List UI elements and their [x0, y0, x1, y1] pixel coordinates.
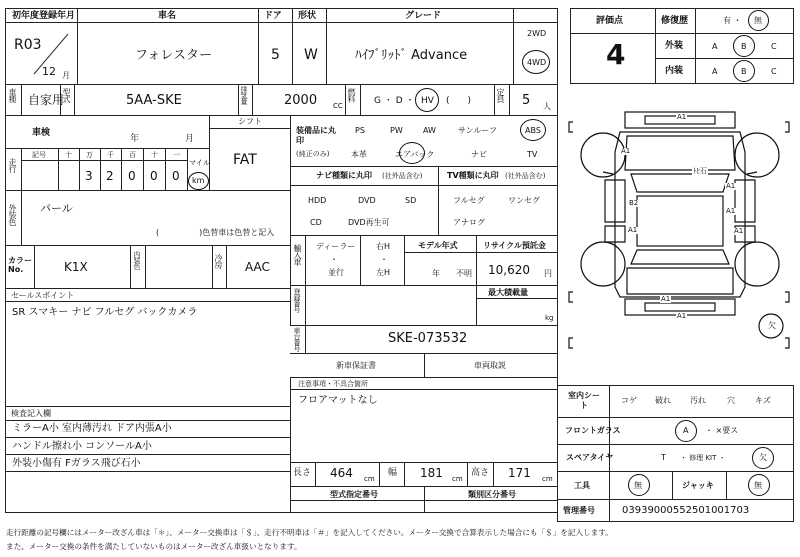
interior-color-label: 内装色 — [133, 251, 141, 269]
seat-item: キズ — [755, 396, 771, 405]
equip-navi: ナビ — [471, 150, 487, 159]
repair-label: 修復歴 — [661, 16, 689, 26]
mileage-digit: 0 — [150, 169, 158, 183]
tools-selected: 無 — [634, 481, 642, 490]
sales-value: SR スマキー ナビ フルセグ バックカメラ — [12, 307, 198, 318]
tv-sub: (社外品含む) — [505, 172, 546, 180]
inspector-line: 外装小傷有 Fガラス飛び石小 — [12, 458, 141, 469]
shift-value: FAT — [233, 152, 257, 168]
color-label: 外装色 — [8, 204, 17, 225]
model-year-label: モデル年式 — [418, 241, 458, 250]
control-value: 03939000552501001703 — [622, 505, 750, 516]
door-value: 5 — [271, 47, 280, 63]
mileage-digit: 3 — [85, 169, 93, 183]
reg-era: R03 — [14, 37, 42, 53]
import-dealer: ディーラー — [316, 242, 356, 251]
repair-selected: 無 — [754, 16, 762, 25]
class-no-label: 類別区分番号 — [468, 490, 516, 499]
navi-cd: CD — [310, 218, 322, 227]
car-diagram — [565, 92, 795, 377]
length-label: 長さ — [293, 468, 312, 478]
length-unit: cm — [364, 475, 375, 483]
exterior-c: C — [771, 42, 777, 51]
door-label: ドア — [264, 11, 282, 21]
shape-label: 形状 — [298, 11, 317, 21]
ac-label: 冷房 — [214, 254, 223, 268]
max-load-label: 最大積載量 — [488, 288, 528, 297]
color-no-value: K1X — [64, 260, 88, 274]
height-value: 171 — [508, 466, 531, 480]
usage-label: 車種 — [8, 88, 17, 102]
engine-unit: CC — [333, 102, 343, 110]
reg-month: 12 — [42, 65, 56, 78]
damage-mark: A1 — [726, 182, 736, 190]
mileage-digit: 0 — [128, 169, 136, 183]
exterior-a: A — [712, 42, 718, 51]
recycle-unit: 円 — [544, 269, 552, 278]
mileage-unit: 千 — [107, 151, 114, 159]
damage-mark: A1 — [621, 147, 631, 155]
tv-analog: アナログ — [453, 218, 485, 227]
model-label: 型式 — [62, 88, 71, 102]
height-label: 高さ — [471, 468, 490, 478]
exterior-label: 外装 — [665, 41, 684, 51]
damage-mark: A1 — [677, 312, 687, 320]
footer-note: 走行距離の記号欄にはメーター改ざん車は「＊」、メーター交換車は「＄」、走行不明車は「＃」を記入してください。メーター交換で合算表示した場合にも「＄」を記入します。 — [6, 528, 613, 537]
mileage-unit: 十 — [151, 151, 158, 159]
glass-rest: ・ ×要ス — [705, 426, 739, 435]
engine-label: 排気量 — [240, 86, 248, 104]
equip-aw: AW — [423, 126, 436, 135]
equip-pw: PW — [390, 126, 403, 135]
chassis-label: 車台番号 — [293, 327, 301, 351]
seat-item: 汚れ — [690, 396, 706, 405]
exterior-b: B — [741, 42, 747, 51]
mileage-digit: 0 — [172, 169, 180, 183]
inspector-line: ハンドル擦れ小 コンソールA小 — [12, 441, 152, 452]
reg-year-label: 初年度登録年月 — [12, 11, 76, 21]
seat-item: 破れ — [655, 396, 671, 405]
jack-selected: 無 — [754, 481, 762, 490]
reg-month-unit: 月 — [62, 71, 70, 80]
import-parallel: 並行 — [328, 268, 344, 277]
damage-mark: A1 — [661, 295, 671, 303]
fuel-selected: HV — [421, 96, 434, 106]
tv-label: TV種類に丸印 — [447, 171, 499, 180]
damage-mark: ﾄﾋ石 — [693, 167, 707, 175]
capacity-unit: 人 — [543, 102, 551, 111]
navi-label: ナビ種類に丸印 — [316, 171, 372, 180]
color-no-label: カラーNo. — [8, 256, 32, 274]
equip-leather: 本革 — [351, 150, 367, 159]
mileage-label: 走行 — [8, 158, 17, 172]
mileage-unit: 百 — [129, 151, 136, 159]
width-label: 幅 — [388, 468, 398, 478]
rating-label: 評価点 — [596, 16, 624, 26]
drive-2wd: 2WD — [527, 29, 547, 38]
usage-value: 自家用 — [28, 93, 65, 107]
width-unit: cm — [452, 475, 463, 483]
fuel-options: G ・ D ・ — [374, 96, 415, 106]
sales-label: セールスポイント — [11, 291, 75, 300]
manual-label: 車両取説 — [474, 361, 506, 370]
rating-score: 4 — [606, 38, 626, 71]
km-label: km — [192, 176, 205, 185]
import-dot: ・ — [330, 255, 338, 264]
grade-value: ﾊｲﾌﾞﾘｯﾄﾞ Advance — [355, 48, 468, 63]
type-no-label: 型式指定番号 — [330, 490, 378, 499]
recycle-value: 10,620 — [488, 263, 530, 277]
interior-b: B — [741, 67, 747, 76]
interior-a: A — [712, 67, 718, 76]
ac-value: AAC — [245, 260, 270, 274]
equipment-sub: (純正のみ) — [296, 150, 330, 158]
width-value: 181 — [420, 466, 443, 480]
model-year-unit: 年 — [432, 269, 440, 278]
inspector-label: 検査記入欄 — [11, 409, 51, 418]
inspection-month: 月 — [185, 134, 195, 144]
seat-item: 穴 — [727, 396, 735, 405]
import-dot2: ・ — [380, 255, 388, 264]
length-value: 464 — [330, 466, 353, 480]
mileage-unit: 万 — [86, 151, 93, 159]
shape-value: W — [304, 47, 318, 63]
equipment-label: 装備品に丸印 — [296, 126, 336, 146]
chassis-value: SKE-073532 — [388, 331, 468, 346]
damage-mark: A1 — [726, 207, 736, 215]
reg-no-label: 登録番号 — [293, 288, 301, 312]
damage-mark: A1 — [677, 113, 687, 121]
inspection-label: 車検 — [32, 128, 51, 138]
capacity-label: 定員 — [496, 88, 505, 102]
inspection-year: 年 — [130, 134, 140, 144]
fuel-paren: ( ) — [446, 96, 472, 106]
capacity-value: 5 — [522, 93, 531, 108]
equip-abs: ABS — [525, 126, 541, 135]
repair-opts: 有 ・ — [723, 16, 742, 25]
car-name-label: 車名 — [158, 11, 177, 21]
import-left: 左H — [376, 268, 391, 277]
seat-label: 室内シート — [568, 391, 600, 411]
interior-label: 内装 — [665, 66, 684, 76]
damage-mark: B2 — [629, 199, 639, 207]
damage-mark: 欠 — [768, 321, 776, 330]
navi-dvd: DVD — [358, 196, 376, 205]
import-label: 輸入車 — [293, 244, 302, 265]
recycle-label: リサイクル預託金 — [483, 241, 546, 250]
control-label: 管理番号 — [563, 506, 595, 515]
navi-sub: (社外品含む) — [382, 172, 423, 180]
model-year-unknown: 不明 — [456, 269, 472, 278]
equip-ps: PS — [355, 126, 365, 135]
equip-tv: TV — [527, 150, 538, 159]
seat-item: コゲ — [621, 396, 637, 405]
import-right: 右H — [376, 242, 391, 251]
drive-4wd: 4WD — [527, 58, 547, 67]
max-load-unit: kg — [545, 314, 554, 322]
mileage-unit: 十 — [65, 151, 72, 159]
damage-mark: A1 — [628, 226, 638, 234]
engine-value: 2000 — [284, 93, 318, 108]
mileage-unit: 一 — [173, 151, 180, 159]
jack-label: ジャッキ — [682, 481, 714, 490]
height-unit: cm — [542, 475, 553, 483]
tools-label: 工具 — [574, 481, 590, 490]
notes-label: 注意事項・不具合箇所 — [298, 380, 368, 388]
inspector-line: ミラーA小 室内薄汚れ ドア内張A小 — [12, 423, 172, 434]
tv-fullseg: フルセグ — [453, 196, 485, 205]
navi-dvd-play: DVD再生可 — [348, 218, 390, 227]
equip-sunroof: サンルーフ — [458, 126, 497, 135]
spare-selected: 欠 — [759, 453, 767, 462]
notes-value: フロアマットなし — [298, 395, 378, 406]
mile-label: マイル — [189, 159, 210, 167]
navi-hdd: HDD — [308, 196, 327, 205]
navi-sd: SD — [405, 196, 417, 205]
fuel-label: 燃料 — [347, 88, 356, 102]
model-value: 5AA-SKE — [126, 93, 182, 108]
warranty-label: 新車保証書 — [336, 361, 376, 370]
glass-label: フロントガラス — [565, 426, 621, 435]
mileage-symbol-label: 記号 — [32, 151, 46, 159]
grade-label: グレード — [405, 11, 442, 21]
damage-mark: A1 — [734, 227, 744, 235]
glass-selected: A — [683, 426, 689, 435]
spare-t: T — [661, 453, 666, 462]
spare-label: スペアタイヤ — [566, 453, 614, 462]
spare-repair: ・ 修理 KIT ・ — [680, 454, 726, 462]
equip-airbag: エアバック — [395, 150, 435, 159]
car-name-value: フォレスター — [135, 48, 212, 63]
tv-oneseg: ワンセグ — [508, 196, 540, 205]
color-note: ( )色替車は色替と記入 — [156, 228, 275, 237]
interior-c: C — [771, 67, 777, 76]
color-value: パール — [40, 202, 73, 215]
mileage-digit: 2 — [106, 169, 114, 183]
shift-label: シフト — [238, 117, 262, 126]
footer-note: また、メーター交換の条件を満たしていないものはメーター改ざん車扱いとなります。 — [6, 542, 302, 551]
